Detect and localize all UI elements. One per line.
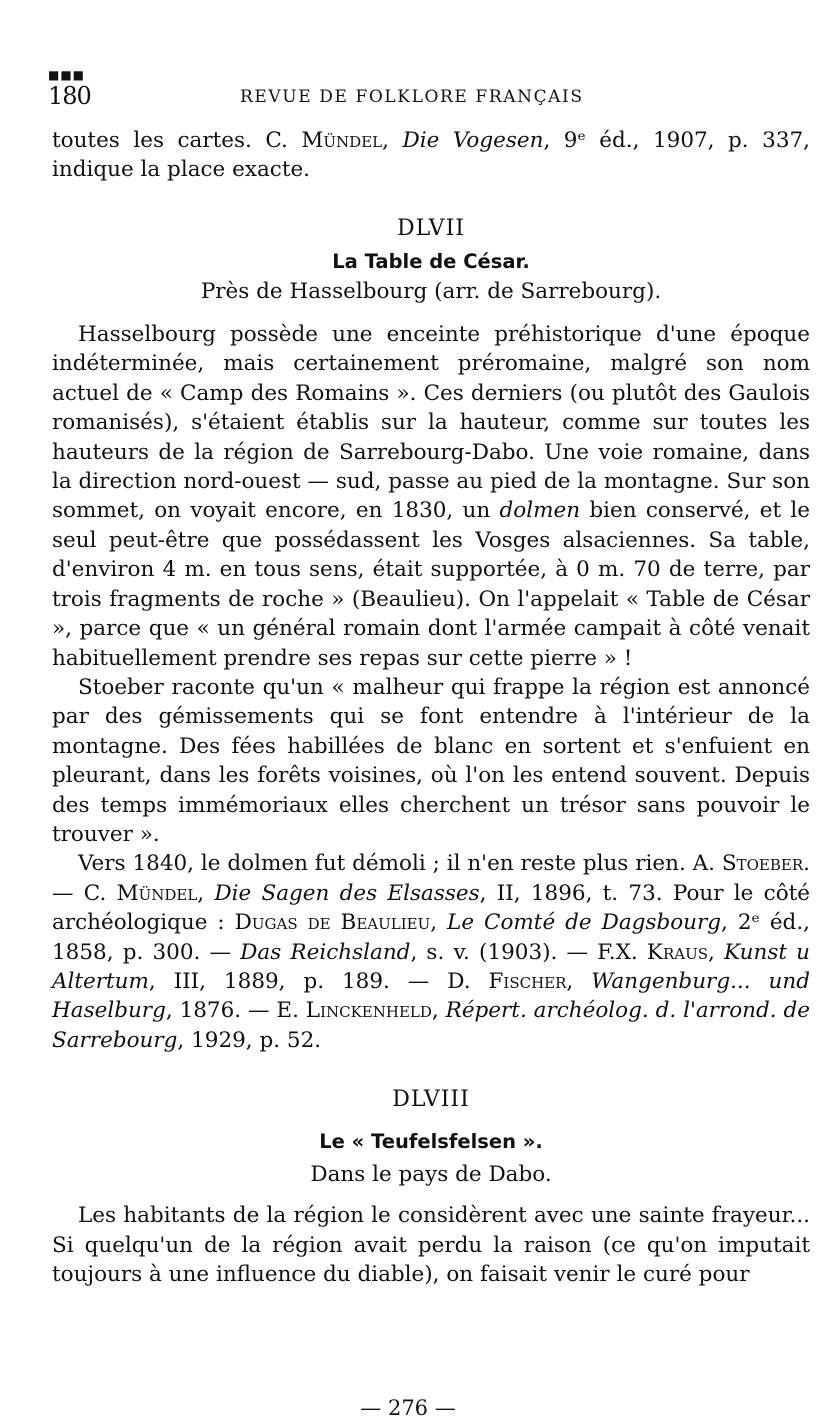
section-subtitle: Dans le pays de Dabo. xyxy=(310,1162,552,1187)
section-subtitle: Près de Hasselbourg (arr. de Sarrebourg). xyxy=(200,278,662,304)
text-run: , xyxy=(430,910,448,936)
paragraph: Stoeber raconte qu'un « malheur qui frappe la région est annoncé par des gémissements qui se font entendre à l'intérieur de la montagne. Des fées habillées de blanc en sortent et s'enfuient en pleurant, dans les forêts voisines, où l'on les entend souvent. Depuis des temps immémoriaux elles cherchent un trésor sans pouvoir le trouver ». xyxy=(52,674,810,847)
text-run: toutes les cartes. C. xyxy=(52,128,302,153)
text-run: , 1876. — E. xyxy=(165,998,306,1024)
section-title: La Table de César. xyxy=(332,250,530,274)
ornament-mark: ■■■ xyxy=(48,68,86,82)
emphasis: dolmen xyxy=(499,498,581,524)
text-run: , III, 1889, p. 189. — D. xyxy=(148,968,489,994)
author-name: Stoeber xyxy=(721,851,804,877)
section-title: Le « Teufelsfelsen ». xyxy=(319,1129,543,1153)
book-title: Le Comté de Dagsbourg xyxy=(447,910,722,936)
text-run: Hasselbourg possède une enceinte préhistorique d'une époque indéterminée, mais certainement préromaine, malgré son nom actuel de « Camp des Romains ». Ces derniers (ou plutôt des Gaulois romanisés), s'étaient établis sur la hauteur, comme sur toutes les hauteurs de la région de Sarrebourg-Dabo. Une voie romaine, dans la direction nord-ouest — sud, passe au pied de la montagne. Sur son sommet, on voyait encore, en 1830, un xyxy=(52,322,810,524)
paragraph: Les habitants de la région le considèrent avec une sainte frayeur... Si quelqu'un de la région avait perdu la raison (ce qu'on imputait toujours à une influence du diable), on faisait venir le curé pour xyxy=(52,1203,810,1288)
book-title: Die Vogesen xyxy=(402,128,544,153)
author-name: Mündel xyxy=(301,128,383,153)
folio-number: — 276 — xyxy=(360,1396,456,1420)
book-title: Das Reichsland xyxy=(240,939,411,965)
author-name: Mündel xyxy=(116,880,198,906)
text-run: , xyxy=(431,998,446,1024)
text-run: , s. v. (1903). — F.X. xyxy=(410,939,647,965)
book-title: Répert. archéolog. d. l'arrond. de Sarrebourg xyxy=(52,998,810,1053)
book-title: Kunst u Altertum xyxy=(52,939,810,994)
text-body xyxy=(52,126,810,1290)
author-name: Linckenheld xyxy=(305,998,432,1024)
page-header xyxy=(48,68,778,112)
text-run: , xyxy=(382,128,403,153)
book-title: Die Sagen des Elsasses xyxy=(214,880,480,906)
page-number: 180 xyxy=(48,82,91,110)
text-run: , xyxy=(708,939,725,965)
book-title: Wangenburg... und Haselburg xyxy=(52,968,810,1024)
references-paragraph xyxy=(52,849,810,1055)
author-name: Dugas de Beaulieu xyxy=(234,910,431,936)
paragraph xyxy=(52,320,810,673)
text-run: , II, 1896, t. 73. Pour le côté archéologique : xyxy=(52,880,811,936)
text-run: , 1929, p. 52. xyxy=(177,1027,322,1053)
text-run: , xyxy=(566,968,592,994)
text-run: , 2ᵉ éd., 1858, p. 300. — xyxy=(52,910,810,965)
text-run: . — C. xyxy=(52,851,810,906)
running-title: REVUE DE FOLKLORE FRANÇAIS xyxy=(240,87,584,107)
section-numeral: DLVIII xyxy=(392,1087,470,1113)
text-run: , 9ᵉ éd., 1907, p. 337, indique la place exacte. xyxy=(52,128,811,183)
author-name: Kraus xyxy=(646,939,709,965)
text-run: Vers 1840, le dolmen fut démoli ; il n'en reste plus rien. A. xyxy=(78,851,722,877)
text-run: , xyxy=(197,880,215,906)
text-run: bien conservé, et le seul peut-être que possédassent les Vosges alsaciennes. Sa table, d'environ 4 m. en tous sens, était supportée, à 0 m. 70 de terre, par trois fragments de roche » (Beaulieu). On l'appelait « Table de César », parce que « un général romain dont l'armée campait à côté venait habituellement prendre ses repas sur cette pierre » ! xyxy=(52,498,810,671)
author-name: Fischer xyxy=(488,968,567,994)
section-numeral: DLVII xyxy=(397,215,465,241)
carryover-paragraph xyxy=(52,126,810,185)
